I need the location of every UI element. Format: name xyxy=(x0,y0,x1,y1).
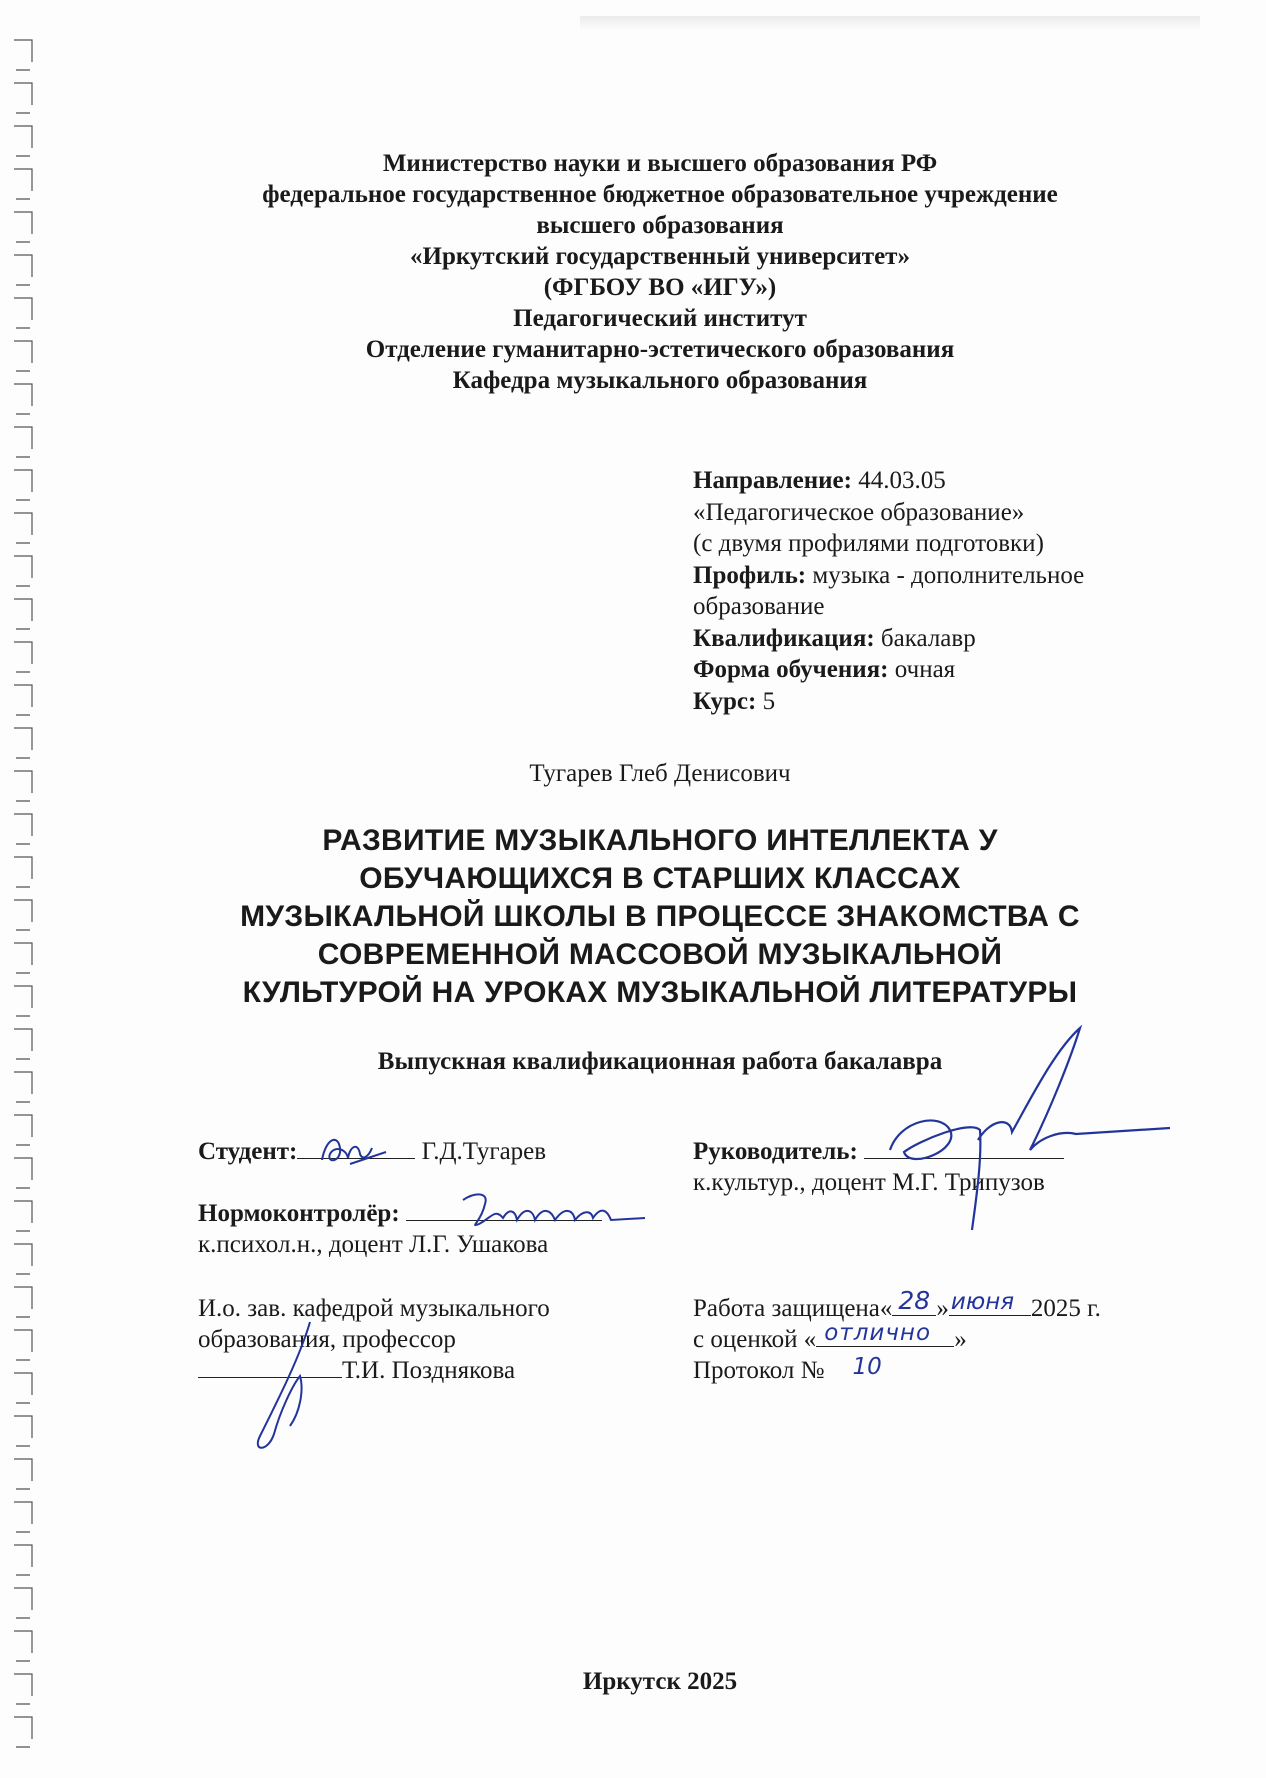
header-line-university: «Иркутский государственный университет» xyxy=(410,243,910,270)
study-form-value: очная xyxy=(894,656,956,683)
direction-label: Направление: xyxy=(693,467,852,494)
student-signature-icon xyxy=(316,1128,396,1178)
scan-shadow xyxy=(580,16,1200,30)
header-line-education-level: высшего образования xyxy=(536,212,784,239)
protocol-number-handwritten: 10 xyxy=(852,1354,882,1380)
study-form-row xyxy=(693,654,1163,686)
qualification-row xyxy=(693,623,1163,655)
study-form-label: Форма обучения: xyxy=(693,656,889,683)
qualification-label: Квалификация: xyxy=(693,624,875,652)
institution-header xyxy=(180,148,1140,396)
defense-day-blank xyxy=(892,1286,936,1316)
grade-blank xyxy=(816,1320,954,1347)
protocol-blank xyxy=(824,1356,884,1378)
direction-code: 44.03.05 xyxy=(858,467,946,494)
head-signature-icon xyxy=(240,1316,350,1456)
thesis-title-line: РАЗВИТИЕ МУЗЫКАЛЬНОГО ИНТЕЛЛЕКТА У xyxy=(322,824,998,857)
city-year: Иркутск 2025 xyxy=(582,1668,738,1695)
grade-handwritten: отлично xyxy=(824,1320,932,1346)
normcontrol-label: Нормоконтролёр: xyxy=(198,1200,400,1227)
defense-month-blank xyxy=(949,1289,1031,1316)
header-line-division: Отделение гуманитарно-эстетического образования xyxy=(365,336,955,363)
normcontrol-signature-icon xyxy=(455,1188,655,1238)
normcontrol-details: к.психол.н., доцент Л.Г. Ушакова xyxy=(198,1231,549,1258)
header-line-abbreviation: (ФГБОУ ВО «ИГУ») xyxy=(543,274,777,301)
head-title-line-1: И.о. зав. кафедрой музыкального xyxy=(198,1295,550,1322)
profile-value-continued: образование xyxy=(693,593,825,620)
header-line-institution-type: федеральное государственное бюджетное образовательное учреждение xyxy=(262,181,1058,208)
defense-quote-close: » xyxy=(936,1295,949,1322)
course-row xyxy=(693,686,1163,718)
thesis-title-line: КУЛЬТУРОЙ НА УРОКАХ МУЗЫКАЛЬНОЙ ЛИТЕРАТУРЫ xyxy=(242,976,1078,1009)
profile-label: Профиль: xyxy=(693,561,807,589)
header-line-department: Кафедра музыкального образования xyxy=(452,367,868,394)
course-label: Курс: xyxy=(693,687,757,715)
defense-year: 2025 г. xyxy=(1030,1295,1101,1322)
student-name: Г.Д.Тугарев xyxy=(421,1138,547,1165)
thesis-title-line: ОБУЧАЮЩИХСЯ В СТАРШИХ КЛАССАХ xyxy=(359,862,961,895)
qualification-value: бакалавр xyxy=(880,624,976,652)
work-type: Выпускная квалификационная работа бакалавра xyxy=(377,1048,943,1075)
supervisor-label: Руководитель: xyxy=(693,1138,858,1165)
header-line-ministry: Министерство науки и высшего образования РФ xyxy=(382,150,938,177)
supervisor-signature-icon xyxy=(880,1020,1170,1240)
thesis-title-line: СОВРЕМЕННОЙ МАССОВОЙ МУЗЫКАЛЬНОЙ xyxy=(317,938,1003,971)
protocol-label: Протокол № xyxy=(693,1357,825,1384)
defense-block xyxy=(693,1286,1101,1386)
direction-name: «Педагогическое образование» xyxy=(693,498,1025,526)
author-name: Тугарев Глеб Денисович xyxy=(529,760,791,787)
binding-marks xyxy=(8,20,42,1760)
defense-month-handwritten: июня xyxy=(950,1289,1015,1315)
grade-prefix: с оценкой « xyxy=(693,1326,817,1353)
student-label: Студент: xyxy=(198,1138,298,1165)
thesis-title-line: МУЗЫКАЛЬНОЙ ШКОЛЫ В ПРОЦЕССЕ ЗНАКОМСТВА С xyxy=(240,900,1080,933)
profile-row xyxy=(693,560,1163,592)
grade-suffix: » xyxy=(954,1326,967,1353)
head-title-line-2: образования, профессор xyxy=(198,1326,456,1353)
supervisor-details: к.культур., доцент М.Г. Трипузов xyxy=(693,1169,1045,1196)
direction-row xyxy=(693,465,1163,497)
course-value: 5 xyxy=(762,687,776,715)
thesis-title xyxy=(180,822,1140,1012)
direction-note: (с двумя профилями подготовки) xyxy=(693,530,1044,557)
head-name: Т.И. Позднякова xyxy=(342,1357,516,1384)
study-info-block xyxy=(693,465,1163,717)
profile-value: музыка - дополнительное xyxy=(812,561,1085,589)
defense-day-handwritten: 28 xyxy=(898,1286,931,1315)
defense-text: Работа защищена« xyxy=(693,1295,893,1322)
header-line-institute: Педагогический институт xyxy=(513,305,807,332)
